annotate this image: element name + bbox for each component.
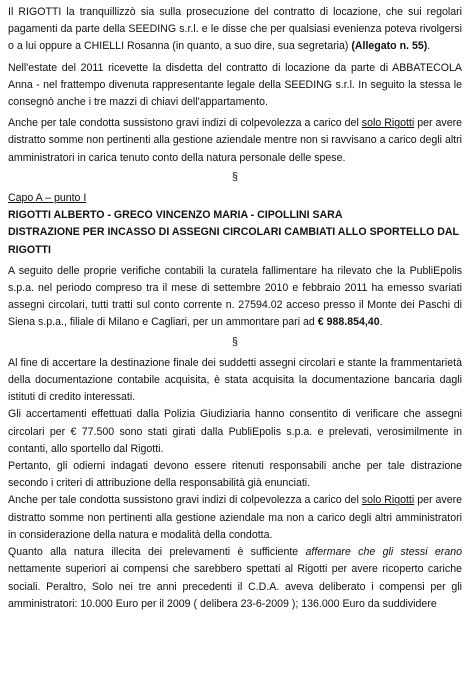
paragraph-text: . — [379, 316, 383, 329]
allegato-reference: (Allegato n. 55) — [351, 40, 428, 53]
underlined-text: solo Rigotti — [361, 117, 415, 130]
italic-text: affermare che gli stessi erano — [305, 546, 463, 559]
paragraph-pertanto: Pertanto, gli odierni indagati devono essere ritenuti responsabili anche per tale distrazione secondo i criteri di attribuzione della responsabilità già enunciati. — [8, 460, 462, 490]
capo-text: Capo A – punto I — [8, 192, 87, 205]
paragraph-text: Quanto alla natura illecita dei prelevamenti è sufficiente — [8, 546, 306, 559]
paragraph-text: Anche per tale condotta sussistono gravi indizi di colpevolezza a carico del — [8, 117, 362, 130]
paragraph-natura-illecita — [8, 544, 462, 613]
paragraph-text: Anche per tale condotta sussistono gravi indizi di colpevolezza a carico del — [8, 494, 362, 507]
paragraph-verifiche — [8, 263, 462, 332]
paragraph-text: A seguito delle proprie verifiche contabili la curatela fallimentare ha rilevato che la PubliEpolis s.p.a. nel periodo compreso tra il mese di settembre 2010 e febbraio 2011 ha emesso svariati assegni circolari, tutti tratti sul conto corrente n. 27594.02 acceso presso il Monte dei Paschi di Siena s.p.a., filiale di Milano e Cagliari, per un ammontare pari ad — [8, 264, 462, 329]
section-mark: § — [232, 335, 238, 348]
amount-text: € 988.854,40 — [317, 316, 380, 329]
heading-names: RIGOTTI ALBERTO - GRECO VINCENZO MARIA - CIPOLLINI SARA — [8, 209, 343, 222]
paragraph-allegato-55 — [8, 4, 462, 56]
capo-label — [8, 190, 462, 207]
heading-title: DISTRAZIONE PER INCASSO DI ASSEGNI CIRCOLARI CAMBIATI ALLO SPORTELLO DAL RIGOTTI — [8, 226, 459, 256]
paragraph-accertare: Al fine di accertare la destinazione finale dei suddetti assegni circolari e stante la frammentarietà della documentazione contabile acquisita, è stata acquisita la documentazione bancaria dagli istituti di credito interessati. — [8, 356, 462, 404]
underlined-text: solo Rigotti — [361, 494, 415, 507]
paragraph-text: per avere distratto somme non pertinenti alla gestione aziendale mentre non si ravvisano a carico degli altri amministratori in carica tenuto conto della natura personale delle spese. — [8, 117, 463, 164]
paragraph-text: per avere distratto somme non pertinenti alla gestione aziendale ma non a carico degli altri amministratori in considerazione della natura e modalità della condotta. — [8, 494, 463, 541]
paragraph-text: Il RIGOTTI la tranquillizzò sia sulla prosecuzione del contratto di locazione, che sui regolari pagamenti da parte della SEEDING s.r.l. e le disse che per qualsiasi evenienza poteva rivolgersi o a lui oppure a CHIELLI Rosanna (in quanto, a suo dire, sua segretaria) — [8, 6, 462, 53]
paragraph-condotta-2 — [8, 492, 462, 544]
paragraph-text: nettamente superiori ai compensi che sarebbero spettati al Rigotti per avere ricoperto cariche sociali. Peraltro, Solo nei tre anni precedenti il C.D.A. aveva deliberato i compensi per gli amministratori: 10.000 Euro per il 2009 ( delibera 23-6-2009 ); 136.000 Euro da suddividere — [8, 563, 462, 610]
paragraph-accertamenti: Gli accertamenti effettuati dalla Polizia Giudiziaria hanno consentito di verificare che assegni circolari per € 77.500 sono stati girati dalla PubliEpolis s.p.a. e prelevati, verosimilmente in contanti, allo sportello dal Rigotti. — [8, 408, 462, 455]
paragraph-condotta-1 — [8, 115, 462, 167]
section-mark: § — [232, 170, 238, 183]
paragraph-disdetta: Nell'estate del 2011 ricevette la disdetta del contratto di locazione da parte di ABBATECOLA Anna - nel frattempo divenuta rappresentante legale della SEEDING s.r.l. In seguito la stessa le consegnò anche i tre mazzi di chiavi dell'appartamento. — [8, 61, 462, 109]
paragraph-text: . — [427, 40, 431, 53]
